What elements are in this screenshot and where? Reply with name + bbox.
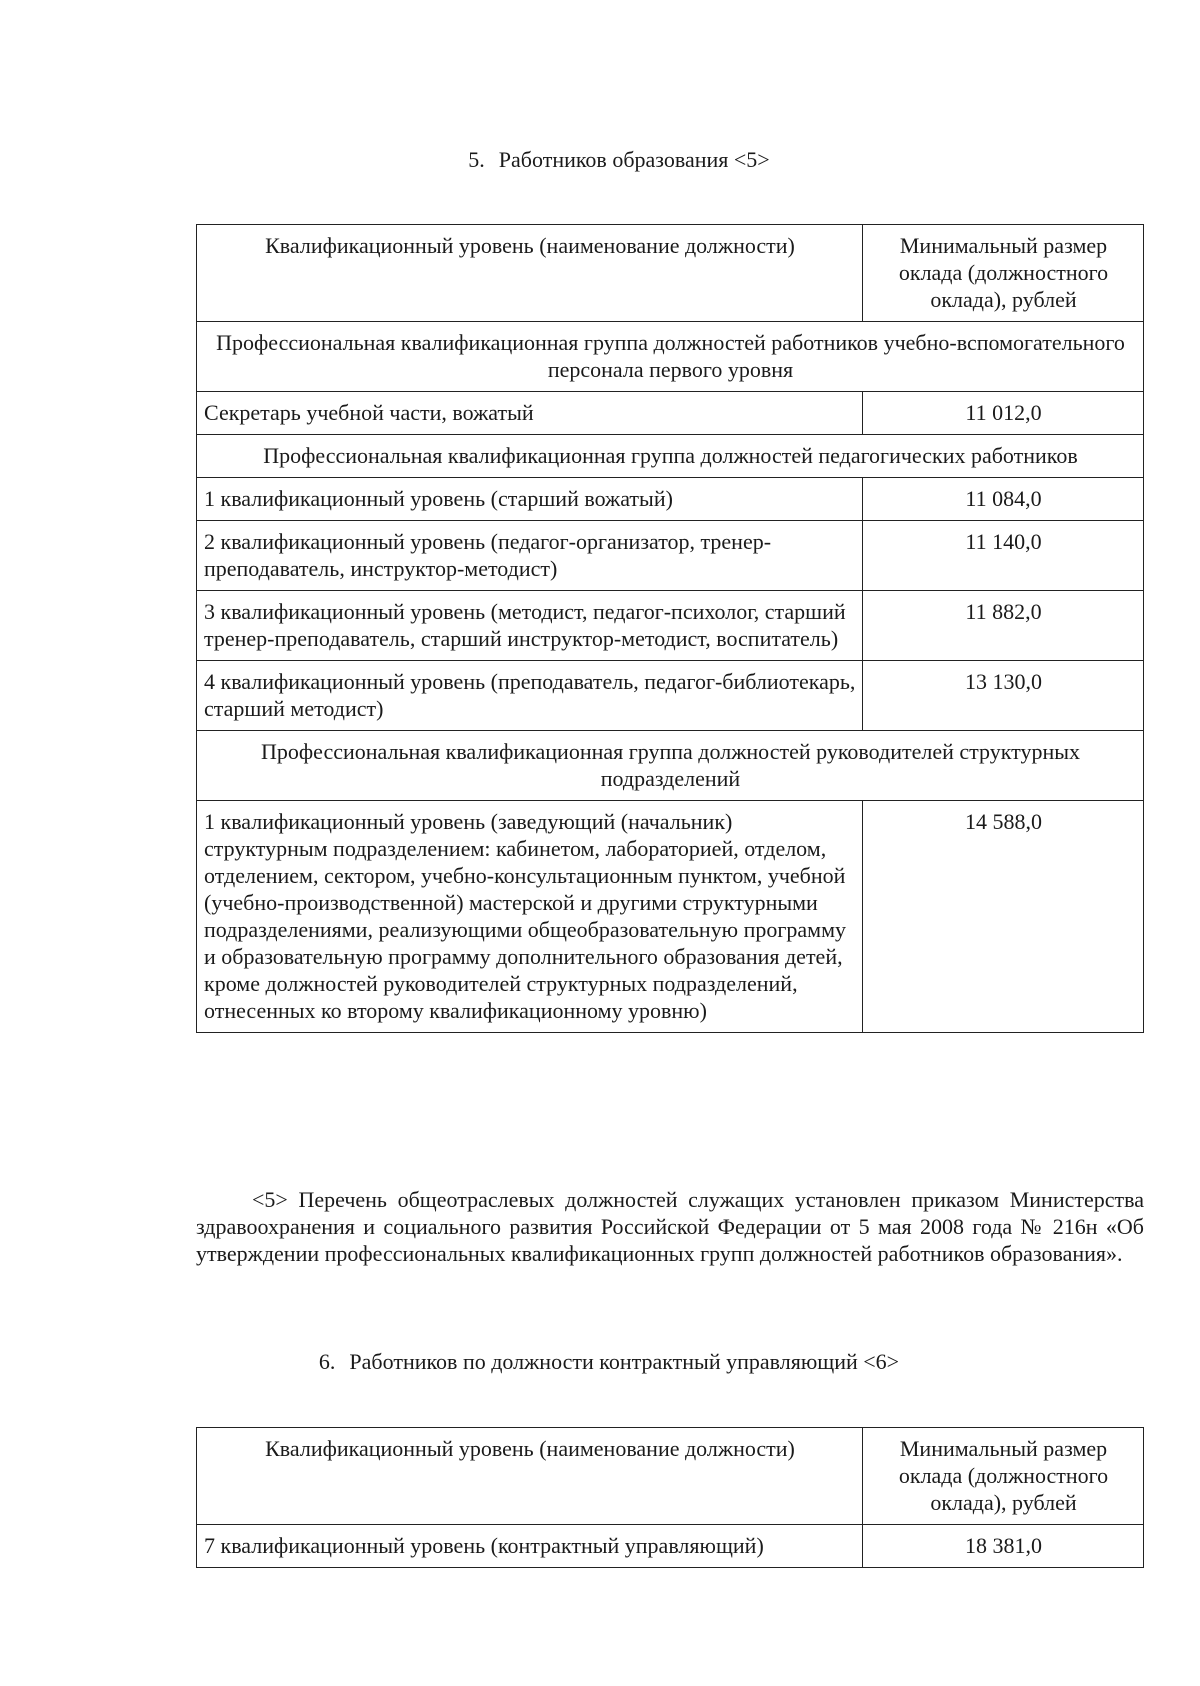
- position-cell: 3 квалификационный уровень (методист, педагог-психолог, старший тренер-преподаватель, старший инструктор-методист, воспитатель): [197, 591, 863, 661]
- header-salary-cell: Минимальный размер оклада (должностного оклада), рублей: [863, 225, 1144, 322]
- salary-cell: 18 381,0: [863, 1525, 1144, 1568]
- table-row: [197, 1525, 1144, 1568]
- group-title-cell: Профессиональная квалификационная группа должностей работников учебно-вспомогательного персонала первого уровня: [197, 322, 1144, 392]
- salary-table-contract-manager: [196, 1427, 1144, 1568]
- group-row: [197, 322, 1144, 392]
- group-row: [197, 435, 1144, 478]
- group-row: [197, 731, 1144, 801]
- group-title-cell: Профессиональная квалификационная группа должностей педагогических работников: [197, 435, 1144, 478]
- section-5-heading: [0, 146, 1200, 174]
- footnote-5: <5> Перечень общеотраслевых должностей служащих установлен приказом Министерства здравоохранения и социального развития Российской Федерации от 5 мая 2008 года № 216н «Об утверждении профессиональных квалификационных групп должностей работников образования».: [196, 1187, 1144, 1266]
- group-title-cell: Профессиональная квалификационная группа должностей руководителей структурных подразделений: [197, 731, 1144, 801]
- position-cell: 1 квалификационный уровень (заведующий (начальник) структурным подразделением: кабинетом, лабораторией, отделом, отделением, сектором, учебно-консультационным пунктом, учебной (учебно-производственной) мастерской и другими структурными подразделениями, реализующими общеобразовательную программу и образовательную программу дополнительного образования детей, кроме должностей руководителей структурных подразделений, отнесенных ко второму квалификационному уровню): [197, 801, 863, 1033]
- table-row: [197, 591, 1144, 661]
- header-position-cell: Квалификационный уровень (наименование должности): [197, 225, 863, 322]
- section-6-heading: [0, 1348, 1200, 1376]
- table-row: [197, 521, 1144, 591]
- position-cell: 7 квалификационный уровень (контрактный управляющий): [197, 1525, 863, 1568]
- salary-cell: 11 012,0: [863, 392, 1144, 435]
- salary-cell: 11 140,0: [863, 521, 1144, 591]
- header-salary-cell: Минимальный размер оклада (должностного оклада), рублей: [863, 1428, 1144, 1525]
- salary-cell: 11 084,0: [863, 478, 1144, 521]
- salary-cell: 13 130,0: [863, 661, 1144, 731]
- table-row: [197, 392, 1144, 435]
- salary-cell: 14 588,0: [863, 801, 1144, 1033]
- position-cell: 2 квалификационный уровень (педагог-организатор, тренер-преподаватель, инструктор-методист): [197, 521, 863, 591]
- section-5-number: 5.: [468, 147, 485, 172]
- position-cell: Секретарь учебной части, вожатый: [197, 392, 863, 435]
- section-6-number: 6.: [318, 1349, 336, 1374]
- salary-table-education: [196, 224, 1144, 1033]
- position-cell: 1 квалификационный уровень (старший вожатый): [197, 478, 863, 521]
- section-6-title: Работников по должности контрактный управляющий <6>: [349, 1349, 900, 1374]
- table-header-row: [197, 225, 1144, 322]
- table-row: [197, 661, 1144, 731]
- salary-cell: 11 882,0: [863, 591, 1144, 661]
- table-header-row: [197, 1428, 1144, 1525]
- section-5-title: Работников образования <5>: [498, 147, 770, 172]
- position-cell: 4 квалификационный уровень (преподаватель, педагог-библиотекарь, старший методист): [197, 661, 863, 731]
- table-row: [197, 801, 1144, 1033]
- header-position-cell: Квалификационный уровень (наименование должности): [197, 1428, 863, 1525]
- table-row: [197, 478, 1144, 521]
